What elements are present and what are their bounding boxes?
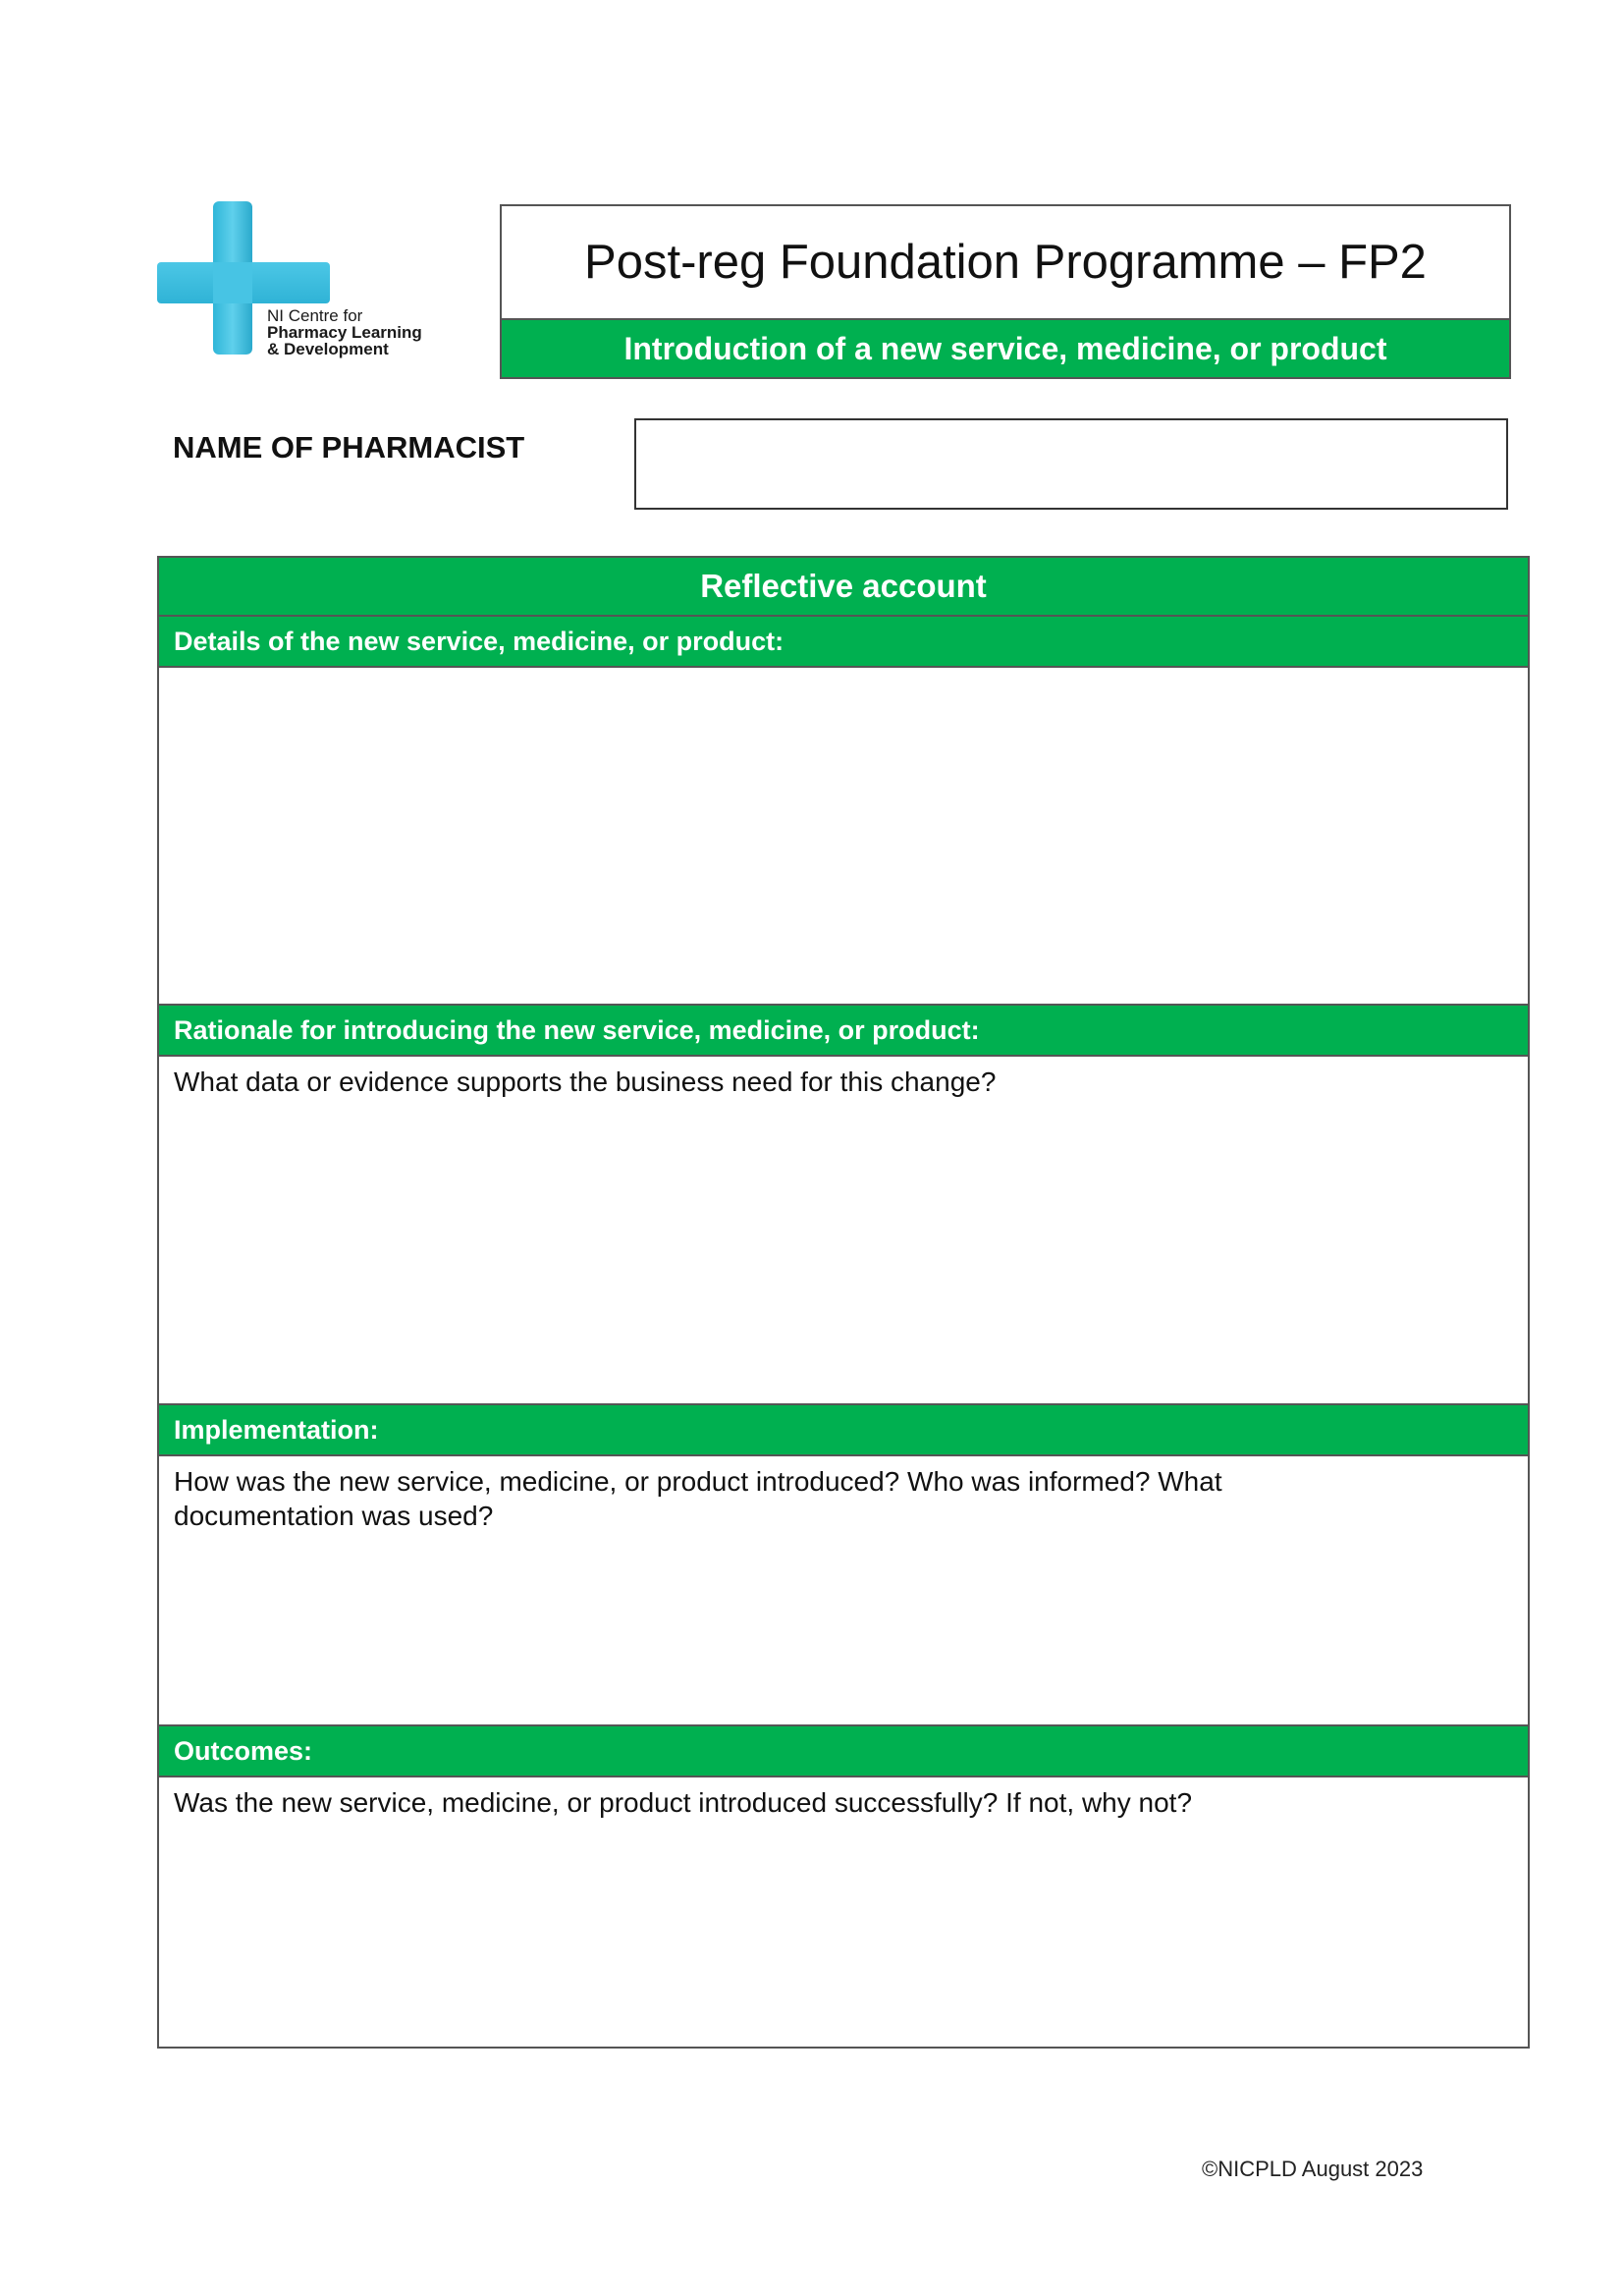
reflective-account-title: Reflective account <box>159 558 1528 617</box>
title-box <box>500 204 1511 379</box>
reflective-account-table <box>157 556 1530 2049</box>
name-of-pharmacist-field[interactable] <box>634 418 1508 510</box>
section-prompt-rationale: What data or evidence supports the business need for this change? <box>174 1066 997 1097</box>
section-heading-rationale: Rationale for introducing the new service, medicine, or product: <box>159 1006 1528 1057</box>
section-field-implementation[interactable] <box>159 1456 1528 1726</box>
logo-line-2: Pharmacy Learning <box>267 323 422 342</box>
section-field-rationale[interactable] <box>159 1057 1528 1405</box>
section-field-outcomes[interactable] <box>159 1777 1528 2047</box>
copyright-footer: ©NICPLD August 2023 <box>1202 2157 1424 2181</box>
section-heading-implementation: Implementation: <box>159 1405 1528 1456</box>
logo-line-3: & Development <box>267 340 389 358</box>
logo-line-1: NI Centre for <box>267 306 363 325</box>
section-heading-details: Details of the new service, medicine, or product: <box>159 617 1528 668</box>
section-field-details[interactable] <box>159 668 1528 1006</box>
section-prompt-implementation: How was the new service, medicine, or product introduced? Who was informed? What documentation was used? <box>174 1466 1222 1531</box>
page-title: Post-reg Foundation Programme – FP2 <box>502 206 1509 320</box>
page-subtitle: Introduction of a new service, medicine, or product <box>502 320 1509 377</box>
section-prompt-outcomes: Was the new service, medicine, or product introduced successfully? If not, why not? <box>174 1787 1193 1818</box>
logo-text <box>267 307 422 357</box>
nicpld-logo <box>157 201 471 358</box>
name-of-pharmacist-label: NAME OF PHARMACIST <box>173 430 525 465</box>
section-heading-outcomes: Outcomes: <box>159 1726 1528 1777</box>
